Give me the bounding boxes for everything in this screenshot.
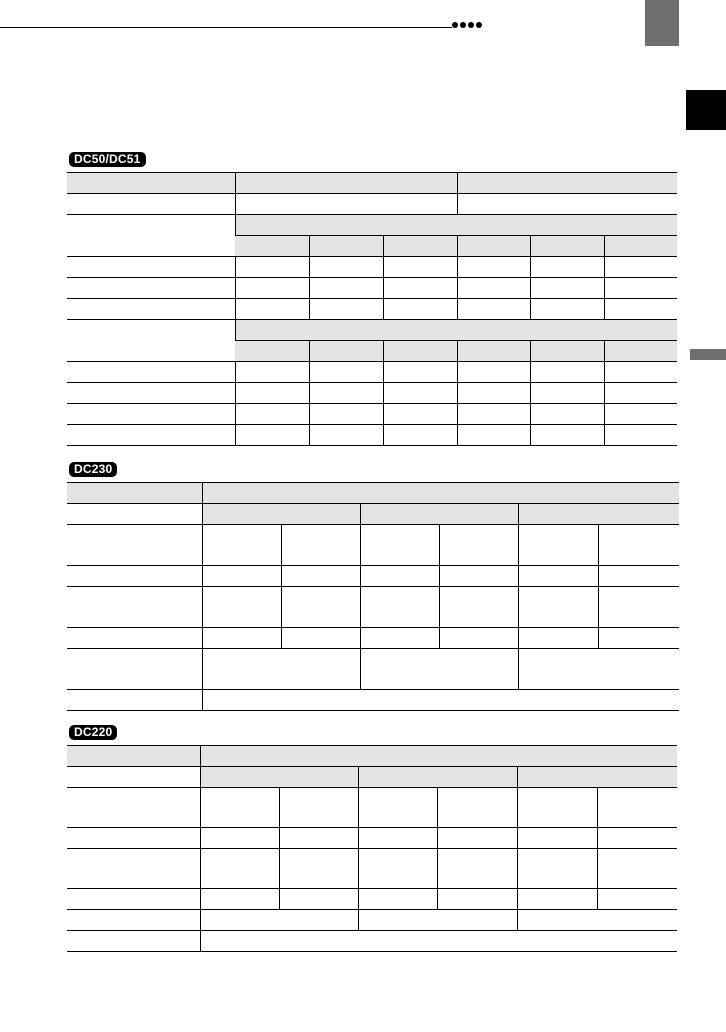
table-cell xyxy=(604,362,677,383)
table-cell xyxy=(530,383,604,404)
table-header-row xyxy=(67,483,679,504)
table-cell xyxy=(597,788,677,828)
table-cell xyxy=(235,236,309,257)
table-cell xyxy=(309,341,383,362)
table-cell xyxy=(235,320,677,341)
table-cell xyxy=(67,931,200,952)
table-cell xyxy=(518,525,598,566)
table-row xyxy=(67,383,677,404)
table-cell xyxy=(604,383,677,404)
table-cell xyxy=(530,278,604,299)
table-cell xyxy=(67,649,202,690)
table-subheader-row xyxy=(67,767,677,788)
table-cell xyxy=(202,628,281,649)
table-row xyxy=(67,257,677,278)
table-row xyxy=(67,889,677,910)
table-cell xyxy=(457,362,530,383)
table-cell xyxy=(235,278,309,299)
table-cell xyxy=(597,849,677,889)
table-cell xyxy=(598,525,679,566)
table-cell xyxy=(383,425,457,446)
table-cell xyxy=(67,404,235,425)
table-cell xyxy=(281,628,360,649)
table-cell xyxy=(517,767,677,788)
table-cell xyxy=(604,236,677,257)
table-cell xyxy=(457,278,530,299)
table-cell xyxy=(604,341,677,362)
table-cell xyxy=(67,746,200,767)
table-cell xyxy=(437,788,517,828)
table-cell xyxy=(598,566,679,587)
table-row xyxy=(67,525,679,566)
table-cell xyxy=(309,257,383,278)
table-cell xyxy=(360,525,439,566)
table-cell xyxy=(598,628,679,649)
table-subheader-row xyxy=(67,215,677,236)
table-cell xyxy=(202,525,281,566)
table-cell xyxy=(67,889,200,910)
section-thumb-tab xyxy=(690,349,726,360)
table-cell xyxy=(309,278,383,299)
table-cell xyxy=(200,746,677,767)
table-cell xyxy=(202,690,679,711)
table-cell xyxy=(358,889,437,910)
table-cell xyxy=(383,299,457,320)
table-cell xyxy=(235,194,457,215)
table-cell xyxy=(67,504,202,525)
table-cell xyxy=(457,173,677,194)
table-cell xyxy=(200,889,279,910)
table-cell xyxy=(517,889,597,910)
ornament-dot xyxy=(468,22,474,28)
table-row xyxy=(67,404,677,425)
table-cell xyxy=(67,566,202,587)
table-row xyxy=(67,910,677,931)
table-cell xyxy=(202,587,281,628)
table-cell xyxy=(457,236,530,257)
table-row xyxy=(67,788,677,828)
table-cell xyxy=(457,383,530,404)
table-cell xyxy=(530,299,604,320)
table-cell xyxy=(360,566,439,587)
table-cell xyxy=(360,504,518,525)
table-cell xyxy=(439,566,518,587)
table-cell xyxy=(437,889,517,910)
table-row xyxy=(67,566,679,587)
table-cell xyxy=(279,849,358,889)
table-subheader-row xyxy=(67,320,677,341)
table-cell xyxy=(518,628,598,649)
table-cell xyxy=(235,215,677,236)
table-cell xyxy=(517,828,597,849)
table-cell xyxy=(67,383,235,404)
table-cell xyxy=(67,788,200,828)
table-cell xyxy=(202,483,679,504)
model-badge-dc230: DC230 xyxy=(69,462,117,477)
table-cell xyxy=(309,236,383,257)
table-cell xyxy=(200,910,358,931)
table-cell xyxy=(200,828,279,849)
table-cell xyxy=(518,504,679,525)
table-cell xyxy=(67,483,202,504)
table-cell xyxy=(530,404,604,425)
table-cell xyxy=(67,628,202,649)
table-cell xyxy=(358,910,517,931)
table-cell xyxy=(383,383,457,404)
table-cell xyxy=(235,425,309,446)
table-row xyxy=(67,278,677,299)
table-cell xyxy=(439,628,518,649)
table-cell xyxy=(279,889,358,910)
table-cell xyxy=(309,425,383,446)
table-cell xyxy=(235,383,309,404)
table-row xyxy=(67,587,679,628)
table-row xyxy=(67,690,679,711)
table-cell xyxy=(518,649,679,690)
table-cell xyxy=(530,362,604,383)
table-cell xyxy=(604,257,677,278)
table-cell xyxy=(530,236,604,257)
table-cell xyxy=(235,362,309,383)
table-cell xyxy=(67,767,200,788)
table-cell xyxy=(235,173,457,194)
table-row xyxy=(67,931,677,952)
table-cell xyxy=(281,566,360,587)
table-cell xyxy=(437,828,517,849)
table-cell xyxy=(604,404,677,425)
table-cell xyxy=(281,525,360,566)
table-cell xyxy=(604,299,677,320)
table-cell xyxy=(604,425,677,446)
table-cell xyxy=(202,566,281,587)
table-cell xyxy=(383,236,457,257)
table-cell xyxy=(67,828,200,849)
table-cell xyxy=(67,525,202,566)
table-cell xyxy=(67,425,235,446)
table-cell xyxy=(67,910,200,931)
table-row xyxy=(67,828,677,849)
table-cell xyxy=(235,299,309,320)
table-header-row xyxy=(67,173,677,194)
table-cell xyxy=(518,566,598,587)
table-cell xyxy=(597,889,677,910)
table-cell xyxy=(309,362,383,383)
spec-table-dc230 xyxy=(67,482,679,711)
table-cell xyxy=(358,767,517,788)
table-cell xyxy=(202,649,360,690)
table-row xyxy=(67,649,679,690)
table-cell xyxy=(67,194,235,215)
table-cell xyxy=(235,341,309,362)
ornament-dot xyxy=(460,22,466,28)
spec-table-dc220 xyxy=(67,745,677,952)
model-badge-dc50-dc51: DC50/DC51 xyxy=(69,152,146,167)
table-cell xyxy=(517,910,677,931)
table-cell xyxy=(360,628,439,649)
corner-thumb-tab xyxy=(645,0,679,46)
table-cell xyxy=(309,404,383,425)
table-cell xyxy=(67,257,235,278)
table-row xyxy=(67,299,677,320)
table-cell xyxy=(439,587,518,628)
table-cell xyxy=(383,341,457,362)
table-cell xyxy=(604,278,677,299)
table-cell xyxy=(383,404,457,425)
table-cell xyxy=(67,362,235,383)
table-cell xyxy=(200,931,677,952)
table-cell xyxy=(457,194,677,215)
table-row xyxy=(67,194,677,215)
table-cell xyxy=(309,299,383,320)
ornament-dot xyxy=(452,22,458,28)
table-row xyxy=(67,425,677,446)
table-row xyxy=(67,362,677,383)
spec-table-dc50-dc51 xyxy=(67,172,677,446)
table-cell xyxy=(281,587,360,628)
table-cell xyxy=(457,404,530,425)
table-cell xyxy=(200,849,279,889)
table-cell xyxy=(202,504,360,525)
ornament-dot xyxy=(476,22,482,28)
table-cell xyxy=(235,257,309,278)
table-cell xyxy=(517,849,597,889)
table-cell xyxy=(67,690,202,711)
table-cell xyxy=(67,215,235,257)
table-cell xyxy=(383,362,457,383)
table-cell xyxy=(598,587,679,628)
table-cell xyxy=(518,587,598,628)
table-cell xyxy=(200,767,358,788)
table-cell xyxy=(279,788,358,828)
table-cell xyxy=(279,828,358,849)
table-row xyxy=(67,849,677,889)
table-cell xyxy=(383,257,457,278)
page-ornament-dots xyxy=(452,22,482,28)
table-cell xyxy=(360,587,439,628)
table-cell xyxy=(597,828,677,849)
table-cell xyxy=(67,299,235,320)
table-cell xyxy=(457,257,530,278)
model-badge-dc220: DC220 xyxy=(69,725,117,740)
table-cell xyxy=(358,788,437,828)
table-subheader-row xyxy=(67,504,679,525)
table-cell xyxy=(383,278,457,299)
table-cell xyxy=(530,257,604,278)
table-cell xyxy=(439,525,518,566)
chapter-tab xyxy=(686,90,726,130)
table-cell xyxy=(437,849,517,889)
header-rule xyxy=(0,27,452,28)
table-cell xyxy=(457,341,530,362)
table-cell xyxy=(309,383,383,404)
table-cell xyxy=(235,404,309,425)
table-cell xyxy=(530,425,604,446)
table-cell xyxy=(530,341,604,362)
table-cell xyxy=(67,173,235,194)
table-cell xyxy=(360,649,518,690)
table-row xyxy=(67,628,679,649)
table-cell xyxy=(517,788,597,828)
table-cell xyxy=(358,849,437,889)
table-cell xyxy=(67,320,235,362)
table-header-row xyxy=(67,746,677,767)
table-cell xyxy=(67,278,235,299)
table-cell xyxy=(67,587,202,628)
table-cell xyxy=(457,425,530,446)
table-cell xyxy=(358,828,437,849)
table-cell xyxy=(67,849,200,889)
table-cell xyxy=(457,299,530,320)
table-cell xyxy=(200,788,279,828)
